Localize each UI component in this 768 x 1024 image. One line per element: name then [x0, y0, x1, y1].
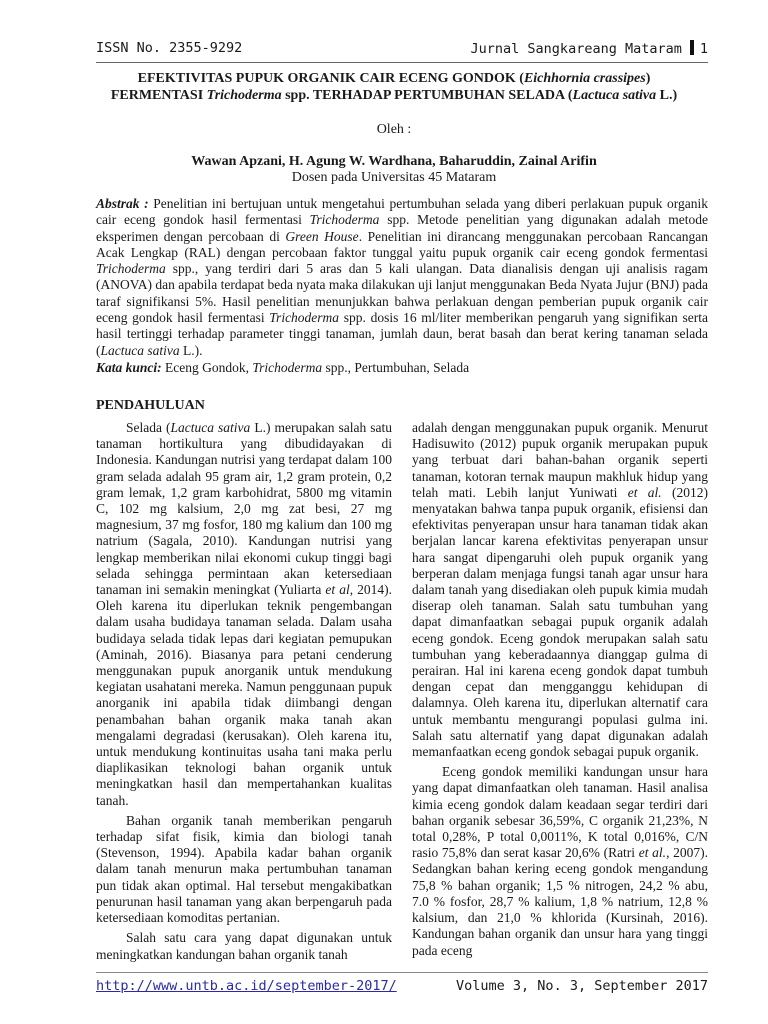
title-species: Lactuca sativa [572, 88, 657, 103]
header-rule [96, 62, 708, 63]
title-line-1 [80, 70, 708, 87]
body-text: Eceng gondok memiliki kandungan unsur hara yang dapat dimanfaatkan oleh tanaman. Hasil analisa kimia eceng gondok dalam keadaan segar terdiri dari bahan organik sebesar 36,59%, C organik 21,23%, N total 0,28%, P total 0,0011%, K total 0,016%, C/N rasio 75,8% dan serat kasar 20,6% (Ratri [412, 764, 708, 861]
abstract-text: spp. Metode penelitian yang digunakan adalah metode eksperimen dengan percobaan di [96, 212, 708, 244]
paragraph [412, 420, 708, 760]
abstract [96, 196, 708, 359]
page-header [96, 38, 708, 60]
paragraph [412, 764, 708, 958]
right-column [412, 420, 708, 959]
abstract-text: spp. dosis 16 ml/liter memberikan pengaruh yang signifikan serta hasil tertinggi terhadap parameter tinggi tanaman, jumlah daun, berat basah dan berat kering tanaman selada ( [96, 310, 708, 358]
footer-rule [96, 972, 708, 973]
title-text: FERMENTASI [110, 88, 207, 103]
author-affiliation: Dosen pada Universitas 45 Mataram [291, 170, 497, 185]
issn-number: ISSN No. 2355-9292 [96, 40, 243, 56]
volume-info: Volume 3, No. 3, September 2017 [456, 978, 708, 994]
keywords-italic: Trichoderma [252, 360, 323, 375]
body-text: , 2014). Oleh karena itu diperlukan teknik pengembangan dalam usaha budidaya tanaman selada. Dalam usaha budidaya selada tidak lepas dari kegiatan pemupukan (Aminah, 2016). Biasanya para petani cenderung menggunakan pupuk anorganik untuk mendukung kegiatan usahatani mereka. Namun penggunaan pupuk anorganik ini apabila tidak diimbangi dengan penambahan bahan organik maka tanah akan mengalami degradasi (kerusakan). Oleh karena itu, untuk mendukung kontinuitas usaha tani maka perlu diaplikasikan teknologi bahan organik untuk meningkatkan hasil dan mempertahankan kualitas tanah. [96, 582, 393, 808]
body-italic: et al. [638, 845, 667, 861]
paragraph [96, 420, 392, 809]
keywords-text: Eceng Gondok, [161, 360, 253, 375]
abstract-text: Penelitian ini bertujuan untuk mengetahui pertumbuhan selada yang diberi perlakuan pupuk organik cair eceng gondok hasil fermentasi [96, 196, 708, 228]
journal-url-link[interactable]: http://www.untb.ac.id/september-2017/ [96, 978, 397, 994]
abstract-italic: Trichoderma [96, 261, 166, 277]
left-column [96, 420, 392, 963]
keywords-label: Kata kunci: [96, 360, 162, 375]
byline-label: Oleh : [376, 122, 412, 137]
section-heading: PENDAHULUAN [96, 398, 205, 413]
title-genus: Trichoderma [206, 88, 282, 103]
keywords-text: spp., Pertumbuhan, Selada [322, 360, 470, 375]
journal-name-block [471, 40, 708, 57]
abstract-italic: Trichoderma [269, 310, 340, 326]
abstract-italic: Green House [285, 228, 359, 244]
body-text: L.) merupakan salah satu tanaman hortikultura yang dibudidayakan di Indonesia. Kandungan nutrisi yang terdapat dalam 100 gram selada adalah 95 gram air, 1,2 gram protein, 0,2 gram lemak, 1,2 gram karbohidrat, 5800 mg vitamin C, 102 mg kalsium, 2,0 mg zat besi, 27 mg magnesium, 37 mg fosfor, 180 mg kalium dan 100 mg natrium (Sagala, 2010). Kandungan nutrisi yang lengkap memberikan nilai ekonomi cukup tinggi bagi selada sehingga permintaan akan ketersediaan tanaman ini semakin meningkat (Yuliarta [96, 420, 392, 598]
abstract-label: Abstrak : [96, 196, 149, 211]
title-species: Eichhornia crassipes [523, 71, 646, 86]
body-text: adalah dengan menggunakan pupuk organik. Menurut Hadisuwito (2012) pupuk organik merupakan pupuk yang terbuat dari bahan-bahan organik seperti tanaman, kotoran ternak maupun makhluk hidup yang telah mati. Lebih lanjut Yuniwati [412, 420, 708, 500]
header-bar-divider [690, 40, 694, 55]
abstract-italic: Trichoderma [309, 212, 380, 228]
keywords [96, 360, 708, 376]
title-text: EFEKTIVITAS PUPUK ORGANIK CAIR ECENG GONDOK ( [137, 71, 524, 86]
body-italic: Lactuca sativa [170, 420, 251, 435]
article-title [80, 70, 708, 104]
author-list: Wawan Apzani, H. Agung W. Wardhana, Baharuddin, Zainal Arifin [191, 154, 597, 169]
title-text: L.) [656, 88, 678, 103]
paragraph: Bahan organik tanah memberikan pengaruh terhadap sifat fisik, kimia dan biologi tanah (Stevenson, 1994). Apabila kadar bahan organik dalam tanah menurun maka pertumbuhan tanaman pun tidak akan optimal. Hal tersebut mengakibatkan penurunan hasil tanaman yang akan berpengaruh pada ketersediaan komoditas pertanian. [96, 812, 392, 926]
body-italic: et al [325, 582, 350, 598]
abstract-text: . Penelitian ini dirancang menggunakan percobaan Rancangan Acak Lengkap (RAL) dengan percobaan faktor tunggal yaitu pupuk organik cair eceng gondok fermentasi [96, 228, 709, 260]
title-text: spp. TERHADAP PERTUMBUHAN SELADA ( [281, 88, 573, 103]
journal-name: Jurnal Sangkareang Mataram [470, 41, 682, 57]
body-text: (2012) menyatakan bahwa tanpa pupuk organik, efisiensi dan efektivitas penyerapan unsur hara tanaman tidak akan berjalan lancar karena efektivitas penyerapan unsur hara sangat dipengaruhi oleh pupuk organik yang berperan dalam menjaga fungsi tanah agar unsur hara dalam tanah yang disediakan oleh pupuk kimia mudah diserap oleh tanaman. Salah satu tumbuhan yang dapat dimanfaatkan sebagai pupuk organik adalah eceng gondok. Eceng gondok merupakan salah satu tumbuhan yang keberadaannya dianggap gulma di perairan. Hal ini karena eceng gondok dapat tumbuh dengan cepat dan mengganggu kehidupan di dalamnya. Oleh karena itu, diperlukan alternatif cara untuk membantu mengurangi populasi gulma ini. Salah satu alternatif yang dapat digunakan adalah memanfaatkan eceng gondok sebagai pupuk organik. [412, 484, 708, 760]
title-text: ) [645, 71, 651, 86]
body-italic: et al. [627, 484, 662, 500]
page-number: 1 [699, 41, 708, 57]
title-line-2 [80, 87, 708, 104]
body-text: , 2007). Sedangkan bahan kering eceng gondok mengandung 75,8 % bahan organik; 1,5 % nitrogen, 24,2 % abu, 7.0 % fosfor, 28,7 % kalium, 1,8 % natrium, 12,8 % kalsium, dan 21,0 % khlorida (Kursinah, 2016). Kandungan bahan organik dan unsur hara yang tinggi pada eceng [412, 845, 708, 958]
body-text: Selada ( [126, 420, 171, 435]
abstract-italic: Lactuca sativa [100, 342, 180, 358]
abstract-text: spp., yang terdiri dari 5 aras dan 5 kali ulangan. Data dianalisis dengan uji analisis ragam (ANOVA) dan apabila terdapat beda nyata maka dilakukan uji lanjut menggunakan Beda Nyata Jujur (BNJ) pada taraf signifikansi 5%. Hasil penelitian menunjukkan bahwa perlakuan dengan pemberian pupuk organik cair eceng gondok hasil fermentasi [96, 261, 708, 326]
paragraph: Salah satu cara yang dapat digunakan untuk meningkatkan kandungan bahan organik tanah [96, 930, 392, 962]
abstract-text: L.). [179, 342, 203, 358]
